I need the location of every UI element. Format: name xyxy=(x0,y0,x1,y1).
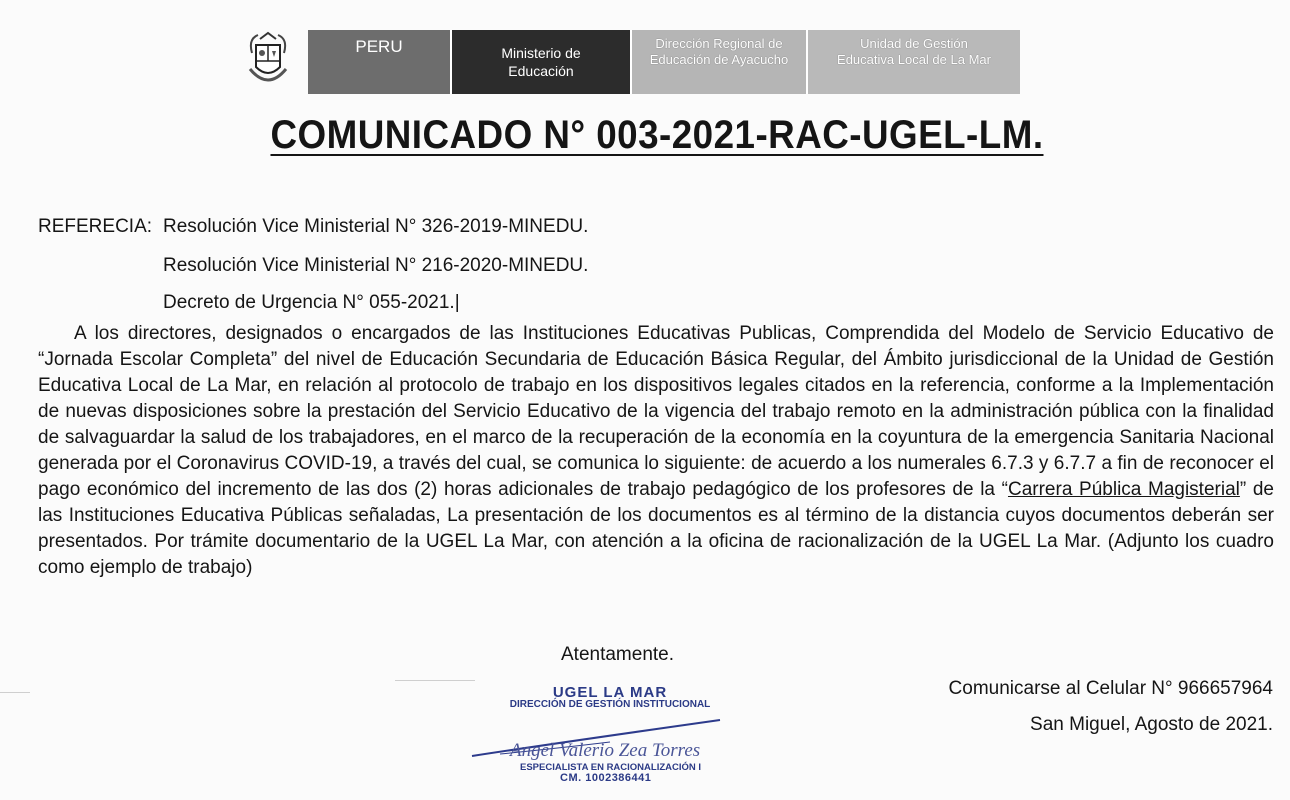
ministry-label xyxy=(450,30,630,94)
contact-phone: Comunicarse al Celular N° 966657964 xyxy=(948,678,1273,699)
ministry-line-1: Ministerio de xyxy=(501,45,581,61)
regional-direction-label xyxy=(630,30,806,94)
document-title: COMUNICADO N° 003-2021-RAC-UGEL-LM. xyxy=(270,113,1044,157)
peru-label xyxy=(308,30,450,94)
scan-mark xyxy=(395,680,475,681)
ugel-label xyxy=(806,30,1020,94)
body-text-part-2: ” de las Instituciones Educativa Públicas señaladas, La presentación de los documentos es al término de la distancia cuyos documentos deberán ser presentados. Por trámite documentario de la UGEL La Mar, con atención a la oficina de racionalización de la UGEL La Mar. (Adjunto los cuadro como ejemplo de trabajo) xyxy=(38,479,1274,578)
place-date: San Miguel, Agosto de 2021. xyxy=(1030,714,1273,735)
stamp-dept: DIRECCIÓN DE GESTIÓN INSTITUCIONAL xyxy=(509,699,711,710)
peru-coat-of-arms-icon xyxy=(244,30,292,94)
reference-item: Decreto de Urgencia N° 055-2021.| xyxy=(163,292,460,313)
signatory-role: ESPECIALISTA EN RACIONALIZACIÓN I xyxy=(520,762,702,773)
reference-item: Resolución Vice Ministerial N° 326-2019-MINEDU. xyxy=(163,216,589,237)
signatory-name: Angel Valerio Zea Torres xyxy=(510,740,701,761)
country-name: PERU xyxy=(355,37,403,56)
region-line-1: Dirección Regional de xyxy=(655,36,783,51)
body-text-part-1: A los directores, designados o encargados de las Instituciones Educativas Publicas, Comprendida del Modelo de Servicio Educativo de “Jornada Escolar Completa” del nivel de Educación Secundaria de Educación Básica Regular, del Ámbito jurisdiccional de la Unidad de Gestión Educativa Local de La Mar, en relación al protocolo de trabajo en los dispositivos legales citados en la referencia, conforme a la Implementación de nuevas disposiciones sobre la prestación del Servicio Educativo de la vigencia del trabajo remoto en la administración pública con la finalidad de salvaguardar la salud de los trabajadores, en el marco de la recuperación de la economía en la coyuntura de la emergencia Sanitaria Nacional generada por el Coronavirus COVID-19, a través del cual, se comunica lo siguiente: de acuerdo a los numerales 6.7.3 y 6.7.7 a fin de reconocer el pago económico del incremento de las dos (2) horas adicionales de trabajo pedagógico de los profesores de la “ xyxy=(38,323,1274,500)
reference-label: REFERECIA: xyxy=(38,216,153,237)
region-line-2: Educación de Ayacucho xyxy=(649,52,789,67)
body-paragraph xyxy=(38,321,1274,581)
body-highlight: Carrera Pública Magisterial xyxy=(1007,479,1240,500)
regards: Atentamente. xyxy=(561,644,675,665)
ugel-line-2: Educativa Local de La Mar xyxy=(837,52,991,67)
ministry-line-2: Educación xyxy=(508,63,574,79)
institutional-header xyxy=(244,30,1020,94)
signatory-cm: CM. 1002386441 xyxy=(560,772,652,784)
official-stamp xyxy=(470,684,720,794)
reference-item: Resolución Vice Ministerial N° 216-2020-MINEDU. xyxy=(163,255,589,276)
scan-mark xyxy=(0,692,30,693)
ugel-line-1: Unidad de Gestión xyxy=(860,36,968,51)
stamp-org: UGEL LA MAR xyxy=(552,684,668,701)
